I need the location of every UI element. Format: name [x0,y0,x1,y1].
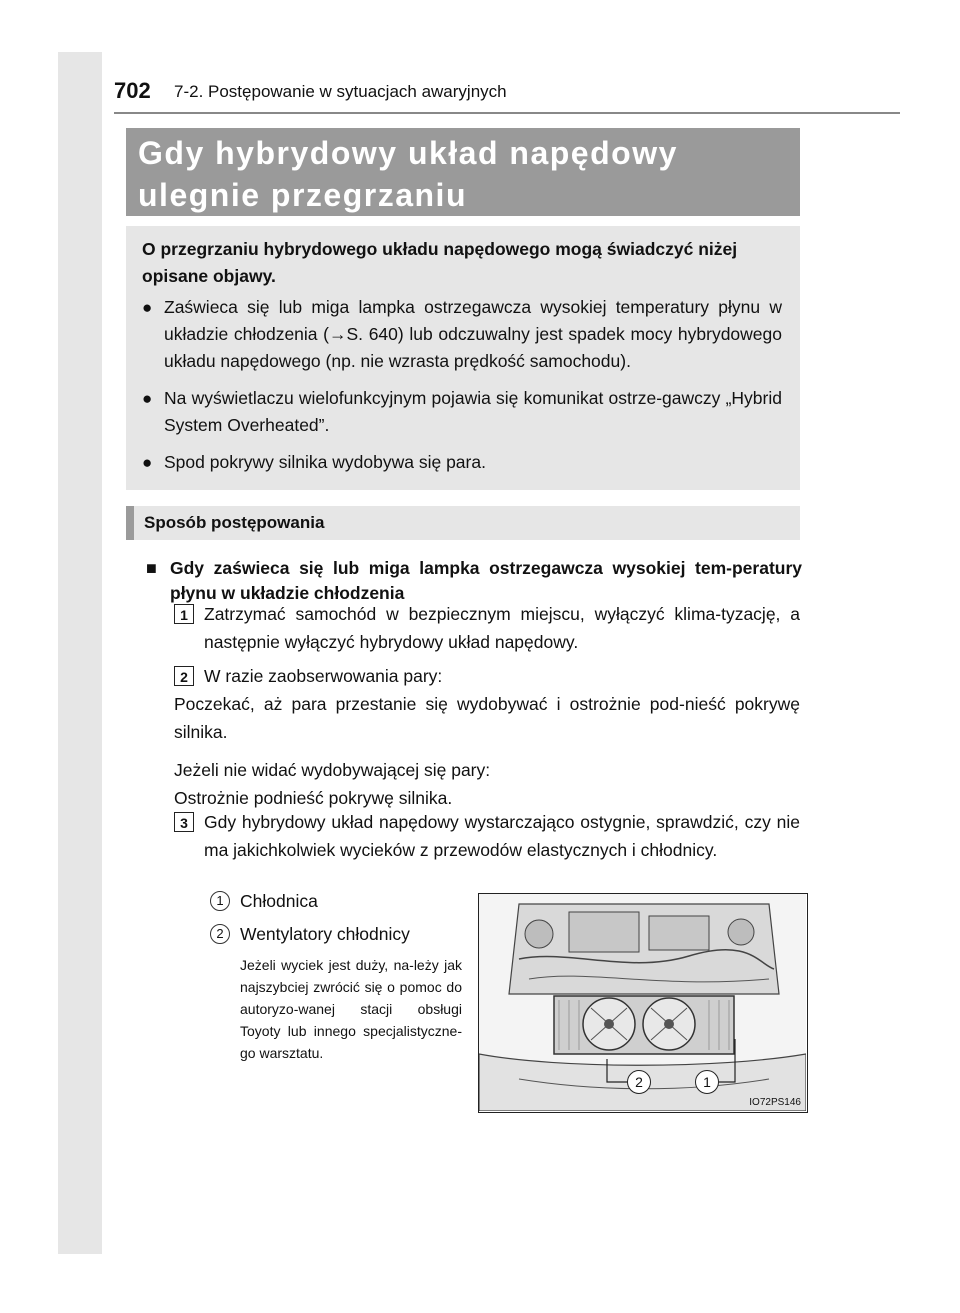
running-head: 7-2. Postępowanie w sytuacjach awaryjnych [174,82,507,101]
step-paragraph: Jeżeli nie widać wydobywającej się pary: [174,760,491,780]
symptom-text: Na wyświetlaczu wielofunkcyjnym pojawia się komunikat ostrze-gawczy „Hybrid System Overheated”. [164,388,782,435]
procedure-heading [146,556,802,606]
symptoms-box [126,226,800,490]
step-number: 3 [174,812,194,832]
leak-note: Jeżeli wyciek jest duży, na-leży jak najszybciej zwrócić się o pomoc do autoryzo-wanej stacji obsługi Toyoty lub innego specjalistyczne-go warsztatu. [240,957,462,1061]
step-1 [174,600,800,656]
figure-callout-radiator: 1 [695,1070,719,1094]
square-bullet-icon: ■ [146,558,157,578]
figure-callout-fans: 2 [627,1070,651,1094]
callout-radiator [210,887,318,915]
procedure-heading-text: Gdy zaświeca się lub miga lampka ostrzegawcza wysokiej tem-peratury płynu w układzie chłodzenia [170,558,802,603]
chapter-title [126,128,800,216]
callout-label: Wentylatory chłodnicy [240,924,410,944]
callout-number: 1 [210,891,230,911]
callout-fans [210,920,410,948]
section-heading: Sposób postępowania [126,506,800,540]
symptom-text: Zaświeca się lub miga lampka ostrzegawcza wysokiej temperatury płynu w układzie chłodzenia (→S. 640) lub odczuwalny jest spadek mocy hybrydowego układu napędowego (np. nie wzrasta prędkość samochodu). [164,297,782,371]
symptom-text: Spod pokrywy silnika wydobywa się para. [164,452,486,472]
step-paragraph: Poczekać, aż para przestanie się wydobywać i ostrożnie pod-nieść pokrywę silnika. [174,694,800,742]
engine-bay-figure [478,893,808,1113]
title-line-1: Gdy hybrydowy układ napędowy [138,135,678,171]
step-3 [174,808,800,864]
bullet-icon: ● [142,453,153,472]
bullet-icon: ● [142,298,153,317]
step-text: Zatrzymać samochód w bezpiecznym miejscu, wyłączyć klima-tyzację, a następnie wyłączyć hybrydowy układ napędowy. [204,604,800,652]
figure-id: IO72PS146 [749,1097,801,1108]
symptom-item [142,294,782,375]
symptoms-intro: O przegrzaniu hybrydowego układu napędowego mogą świadczyć niżej opisane objawy. [142,239,738,286]
symptom-item [142,385,782,439]
step-text: Gdy hybrydowy układ napędowy wystarczająco ostygnie, sprawdzić, czy nie ma jakichkolwiek wycieków z przewodów elastycznych i chłodnicy. [204,812,800,860]
callout-label: Chłodnica [240,891,318,911]
header-rule [114,112,900,114]
step-number: 1 [174,604,194,624]
title-line-2: ulegnie przegrzaniu [138,177,467,213]
step-number: 2 [174,666,194,686]
side-margin-bar [58,52,102,1254]
step-text: W razie zaobserwowania pary: [204,666,443,686]
symptom-item [142,449,782,476]
step-2 [174,662,800,812]
page-number: 702 [114,78,151,103]
step-paragraph: Ostrożnie podnieść pokrywę silnika. [174,788,453,808]
callout-number: 2 [210,924,230,944]
bullet-icon: ● [142,389,153,408]
